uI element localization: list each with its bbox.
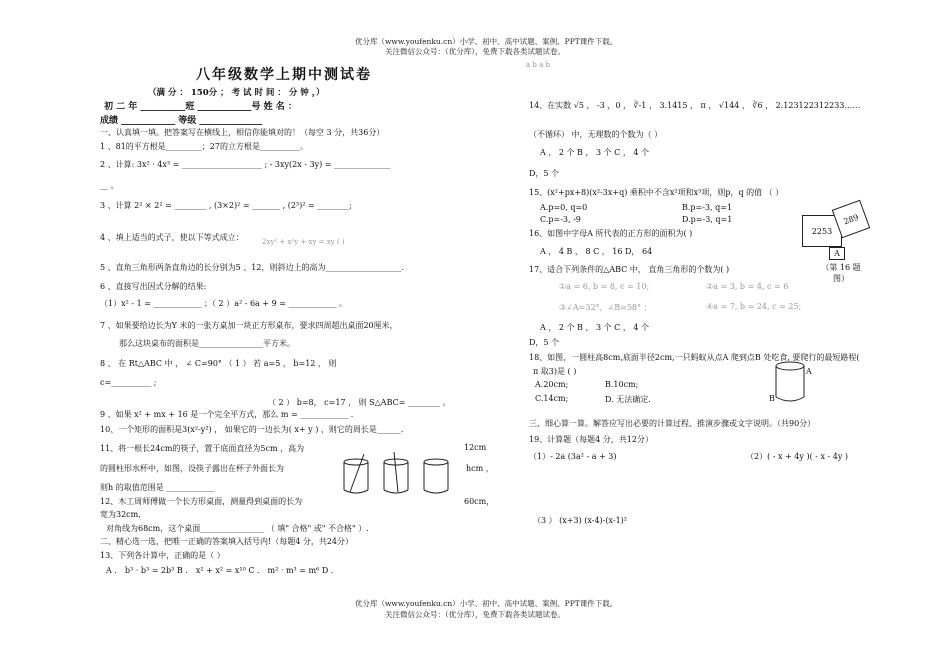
- info-score-line: 成绩 ____________ 等级 ______________: [100, 116, 263, 126]
- question-15-a: A.p=0, q=0: [540, 203, 588, 212]
- cylinder-label-b: B: [769, 394, 775, 403]
- square-2253: 2253: [802, 215, 842, 247]
- question-19: 19、计算题（每题4 分，共12分）: [529, 435, 653, 444]
- cup-figure: [336, 452, 464, 498]
- question-1: 1 、81的平方根是_________；27的立方根是__________。: [100, 142, 308, 151]
- question-14: 14、在实数 √5 ， -3 ，0 ， ∛-1 ， 3.1415 ， π ， √144 ， ∛6 ， 2.123122312233……: [529, 101, 861, 110]
- question-12-width: 宽为32cm,: [100, 510, 141, 519]
- question-17-cond-4: ④a = 7, b = 24, c = 25;: [706, 302, 802, 311]
- question-16: 16、如图中字母A 所代表的正方形的面积为( ): [529, 229, 693, 238]
- section-2-heading: 二、精心选一选，把唯一正确的答案填入括号内!（每题4 分，共24分）: [100, 537, 354, 546]
- page-title: 八年级数学上期中测试卷: [196, 67, 372, 83]
- question-8: 8 、 在 Rt△ABC 中 ， ∠ C=90° （ 1 ） 若 a=5 ， b=12 ， 则: [100, 359, 337, 368]
- question-15: 15、(x²+px+8)(x²-3x+q) 乘积中不含x²项和x³项，则p，q 的值 （ ）: [529, 188, 784, 197]
- section-1-heading: 一、认真填一填。把答案写在横线上，相信你能填对的！（每空 3 分，共36分）: [100, 128, 385, 137]
- question-19-1: （1）- 2a (3a² - a + 3): [529, 452, 617, 461]
- question-15-d: D.p=-3, q=1: [682, 215, 733, 224]
- question-10: 10、一个矩形的面积是3(x²-y²) ， 如果它的一边长为( x+ y ) ，则它的周长是______.: [100, 425, 404, 434]
- question-12-diag: 对角线为68cm，这个桌面________________ （ 填" 合格" 或" 不合格" ）.: [106, 524, 369, 533]
- question-17: 17、适合下列条件的△ABC 中， 直角三角形的个数为( ): [529, 265, 730, 274]
- question-2: 2 、计算: 3x² · 4x³ = ____________________ ; - 3xy(2x - 3y) = ______________: [100, 160, 391, 169]
- question-12: 12、木工周师傅做一个长方形桌面，测量得到桌面的长为: [100, 497, 303, 506]
- question-19-3: （3 ） (x+3) (x-4)-(x-1)²: [533, 516, 627, 525]
- section-3-heading: 三、细心算一算。解答应写出必要的计算过程、推演步骤或文字说明。（共90分）: [529, 419, 816, 428]
- question-17-options: A ， 2 个 B ， 3 个 C ， 4 个: [540, 323, 650, 332]
- question-6: 6 、直接写出因式分解的结果:: [100, 282, 207, 291]
- question-15-b: B.p=-3, q=1: [682, 203, 733, 212]
- question-8-c: c=__________ ;: [100, 378, 157, 387]
- question-9: 9 、如果 x² + mx + 16 是一个完全平方式，那么 m = ____________ .: [100, 410, 354, 419]
- question-5: 5 、直角三角形两条直角边的长分别为5 、12，则斜边上的高为___________________.: [100, 263, 404, 272]
- question-17-cond-3: ③∠A=32°，∠B=58° ；: [559, 303, 652, 312]
- question-15-c: C.p=-3, -9: [540, 215, 581, 224]
- header-line-1: 优分库（www.youfenku.cn）小学、初中、高中试题、案例、PPT课件下载。: [355, 37, 618, 46]
- question-7-cont: 那么这块桌布的面积是________________平方米。: [119, 339, 295, 348]
- question-11-range: 则h 的取值范围是 ____________: [100, 483, 215, 492]
- top-formula: a b a b: [526, 61, 550, 69]
- subtitle: （满 分 ： 150分 ； 考 试 时 间 ： 分 钟 ，）: [148, 88, 325, 98]
- question-12-length: 60cm，: [464, 497, 495, 506]
- question-11-hcm: hcm ，: [466, 464, 494, 473]
- question-13-options: A ． b³ · b³ = 2b³ B ． x² + x² = x¹⁰ C ． m² · m³ = m⁶ D ．: [106, 566, 339, 575]
- info-class-line: 初 二 年 __________班 ____________号 姓 名 ：: [104, 102, 297, 112]
- question-18-b: B.10cm;: [605, 380, 639, 389]
- question-4-formula: 2xy² + x²y + xy = xy ( ): [262, 238, 345, 246]
- square-a: A: [829, 247, 845, 260]
- question-17-cond-1: ①a = 6, b = 8, c = 10;: [559, 282, 650, 291]
- question-11-height: 12cm: [464, 443, 487, 452]
- question-2-tail: __ 。: [100, 181, 119, 190]
- figure-16-caption: （第 16 题图）: [821, 263, 861, 283]
- question-7: 7 、如果要给边长为Y 米的一张方桌加一块正方形桌布，要求四周超出桌面20厘米，: [100, 321, 398, 330]
- question-13: 13、下列各计算中，正确的是（ ）: [100, 551, 225, 560]
- question-6-parts: （1）x² - 1 = ____________ ；（ 2 ）a² - 6a + 9 = ____________ 。: [100, 299, 348, 308]
- cylinder-label-a: A: [806, 367, 812, 376]
- question-11-cont: 的圆柱形水杯中，如图，设筷子露出在杯子外面长为: [100, 464, 284, 473]
- question-19-2: （2）( - x + 4y )( - x - 4y ): [746, 452, 849, 461]
- question-14-cont: （不循环） 中，无理数的个数为（ ）: [529, 130, 663, 139]
- question-8-part-2: （ 2 ） b=8， c=17 ， 则 S△ABC= ________ 。: [268, 398, 451, 407]
- question-18-d: D. 无法确定.: [605, 395, 651, 404]
- question-16-options: A ， 4 B ， 8 C ， 16 D， 64: [540, 247, 653, 256]
- question-11: 11、将一根长24cm的筷子，置于底面直径为5cm ，高为: [100, 444, 305, 453]
- question-18-c: C.14cm;: [535, 394, 569, 403]
- question-18-a: A.20cm;: [535, 380, 569, 389]
- square-289: 289: [832, 200, 870, 238]
- question-14-options: A ， 2 个 B ， 3 个 C ， 4 个: [540, 148, 650, 157]
- question-18-cont: π 取3)是 ( ): [533, 367, 577, 376]
- question-3: 3 、计算 2² × 2² = ________ , (3×2)² = _______ , (2³)² = ________;: [100, 201, 352, 210]
- header-line-2: 关注微信公众号：（优分库），免费下载各类试题试卷。: [385, 47, 565, 56]
- question-18: 18、如图，一圆柱高8cm,底面半径2cm,一只蚂蚁从点A 爬到点B 处吃食, 要爬行的最短路程(: [529, 353, 860, 362]
- footer-line-2: 关注微信公众号：（优分库），免费下载各类试题试卷。: [385, 610, 565, 619]
- question-17-cond-2: ②a = 3, b = 4, c = 6: [706, 282, 789, 291]
- question-4: 4 、填上适当的式子，使以下等式成立：: [100, 233, 244, 242]
- cylinder-figure: [770, 359, 814, 405]
- question-14-option-d: D，5 个: [529, 169, 560, 178]
- question-17-option-d: D，5 个: [529, 338, 560, 347]
- footer-line-1: 优分库（www.youfenku.cn）小学、初中、高中试题、案例、PPT课件下载。: [355, 599, 618, 608]
